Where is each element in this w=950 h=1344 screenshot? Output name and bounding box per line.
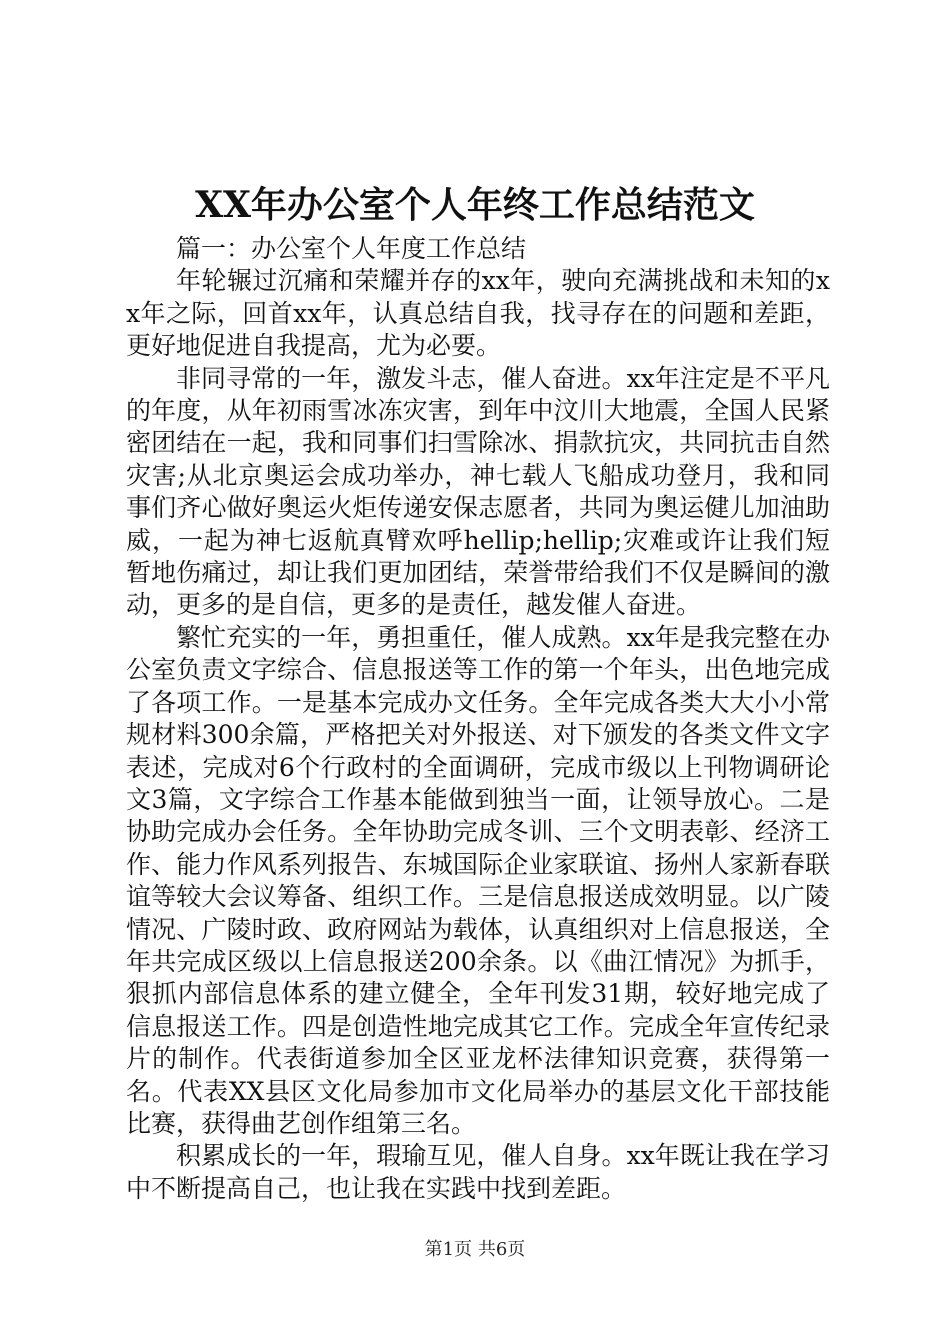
paragraph: 积累成长的一年，瑕瑜互见，催人自身。xx年既让我在学习中不断提高自己，也让我在实践中找到差距。: [126, 1141, 830, 1203]
page-number-footer: 第1页 共6页: [424, 1239, 526, 1260]
paragraph: 非同寻常的一年，激发斗志，催人奋进。xx年注定是不平凡的年度，从年初雨雪冰冻灾害，到年中汶川大地震，全国人民紧密团结在一起，我和同事们扫雪除冰、捐款抗灾，共同抗击自然灾害;从北京奥运会成功举办，神七载人飞船成功登月，我和同事们齐心做好奥运火炬传递安保志愿者，共同为奥运健儿加油助威，一起为神七返航真臂欢呼hellip;hellip;灾难或许让我们短暂地伤痛过，却让我们更加团结，荣誉带给我们不仅是瞬间的激动，更多的是自信，更多的是责任，越发催人奋进。: [126, 363, 830, 620]
document-body: [126, 233, 830, 1205]
section-heading: 篇一：办公室个人年度工作总结: [176, 234, 527, 263]
paragraph: 繁忙充实的一年，勇担重任，催人成熟。xx年是我完整在办公室负责文字综合、信息报送等工作的第一个年头，出色地完成了各项工作。一是基本完成办文任务。全年完成各类大大小小常规材料300余篇，严格把关对外报送、对下颁发的各类文件文字表述，完成对6个行政村的全面调研，完成市级以上刊物调研论文3篇，文字综合工作基本能做到独当一面，让领导放心。二是协助完成办会任务。全年协助完成冬训、三个文明表彰、经济工作、能力作风系列报告、东城国际企业家联谊、扬州人家新春联谊等较大会议筹备、组织工作。三是信息报送成效明显。以广陵情况、广陵时政、政府网站为载体，认真组织对上信息报送，全年共完成区级以上信息报送200余条。以《曲江情况》为抓手，狠抓内部信息体系的建立健全，全年刊发31期，较好地完成了信息报送工作。四是创造性地完成其它工作。完成全年宣传纪录片的制作。代表街道参加全区亚龙杯法律知识竞赛，获得第一名。代表XX县区文化局参加市文化局举办的基层文化干部技能比赛，获得曲艺创作组第三名。: [126, 622, 830, 1138]
paragraph: 年轮辗过沉痛和荣耀并存的xx年，驶向充满挑战和未知的xx年之际，回首xx年，认真总结自我，找寻存在的问题和差距，更好地促进自我提高，尤为必要。: [126, 266, 830, 361]
document-title: XX年办公室个人年终工作总结范文: [195, 184, 755, 226]
